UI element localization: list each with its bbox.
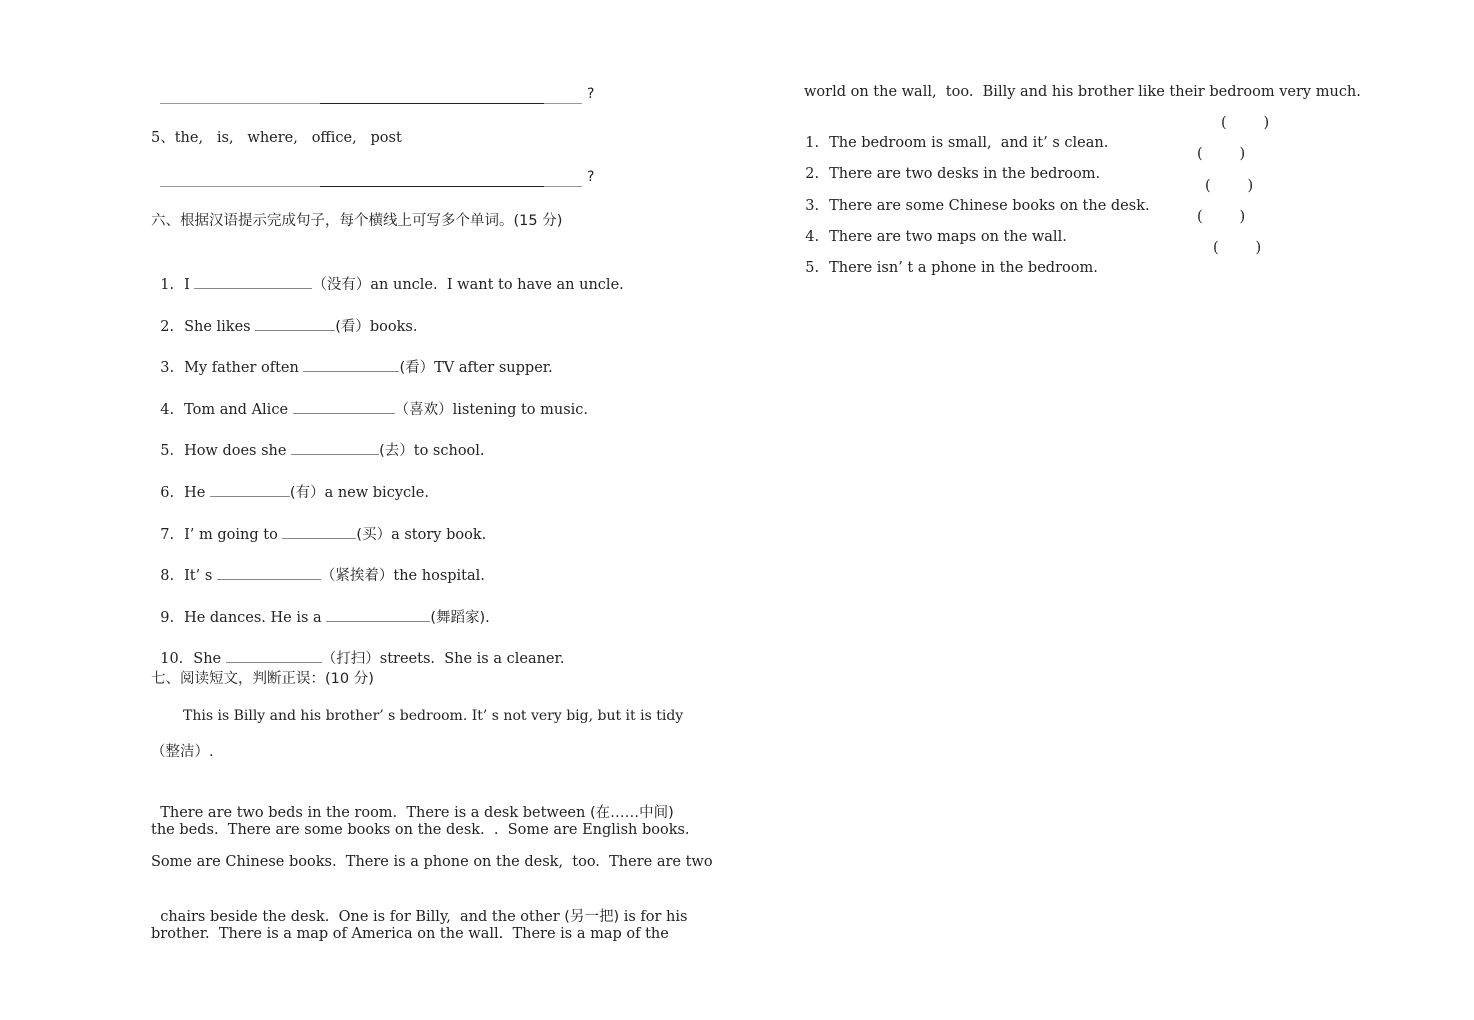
answer-blank[interactable]	[194, 273, 312, 289]
section-7-title: 七、阅读短文，判断正误：(10 分)	[151, 671, 374, 687]
passage-continuation: world on the wall, too. Billy and his brother like their bedroom very much.	[804, 84, 1361, 100]
statement-text: There are two desks in the bedroom.	[829, 166, 1101, 182]
item-before: My father often	[184, 360, 304, 376]
answer-line-q5-b	[320, 186, 544, 187]
answer-blank[interactable]	[210, 481, 290, 497]
item-after: to school.	[413, 443, 485, 459]
item-hint: （没有）	[312, 277, 371, 293]
item-hint: (有）	[289, 485, 325, 501]
s6-item-1	[151, 253, 624, 295]
answer-line-q4-a	[160, 103, 320, 104]
item-after: listening to music.	[452, 402, 589, 418]
statement-number: 2.	[805, 166, 820, 182]
passage-line-2: （整洁）.	[151, 744, 214, 760]
statement-number: 5.	[805, 260, 820, 276]
item-after: the hospital.	[393, 568, 485, 584]
s6-item-4	[151, 378, 588, 420]
item-number: 3.	[160, 360, 175, 376]
answer-line-q4-b	[320, 103, 544, 104]
passage-text: chairs beside the desk. One is for Billy, and the other	[160, 909, 565, 925]
answer-blank[interactable]	[303, 356, 399, 372]
statement-text: The bedroom is small, and it’ s clean.	[829, 135, 1109, 151]
passage-line-5: Some are Chinese books. There is a phone on the desk, too. There are two	[151, 854, 713, 870]
passage-hint: (另一把)	[564, 909, 620, 925]
item-before: She likes	[184, 319, 256, 335]
item-after: a new bicycle.	[324, 485, 429, 501]
s6-item-2	[151, 295, 417, 337]
item-number: 7.	[160, 527, 175, 543]
item-before: He	[184, 485, 210, 501]
item-after: an uncle. I want to have an uncle.	[370, 277, 624, 293]
statement-number: 1.	[805, 135, 820, 151]
passage-line-4: the beds. There are some books on the desk. . Some are English books.	[151, 822, 690, 838]
item-number: 1.	[160, 277, 175, 293]
item-before: She	[193, 651, 226, 667]
item-number: 8.	[160, 568, 175, 584]
answer-line-q4-c	[544, 103, 582, 104]
item-before: It’ s	[184, 568, 217, 584]
answer-blank[interactable]	[291, 439, 379, 455]
item-after: books.	[369, 319, 418, 335]
item-number: 5.	[160, 443, 175, 459]
answer-blank[interactable]	[293, 398, 395, 414]
item-number: 4.	[160, 402, 175, 418]
item-before: I	[184, 277, 195, 293]
answer-line-q5-c	[544, 186, 582, 187]
item-before: He dances. He is a	[184, 610, 327, 626]
answer-line-q5-a	[160, 186, 320, 187]
passage-line-3	[151, 783, 674, 823]
answer-blank[interactable]	[226, 647, 322, 663]
item-hint: (看）	[335, 319, 370, 335]
statement-text: There isn’ t a phone in the bedroom.	[829, 260, 1098, 276]
s6-item-6	[151, 461, 429, 503]
s6-item-5	[151, 419, 485, 461]
question-mark-q5: ?	[587, 169, 595, 185]
item-hint: (看）	[399, 360, 435, 376]
answer-paren-2[interactable]: ( )	[1197, 146, 1246, 162]
section-6-title: 六、根据汉语提示完成句子，每个横线上可写多个单词。(15 分)	[151, 213, 563, 229]
item-number: 10.	[160, 651, 184, 667]
item-hint: （打扫）	[321, 651, 380, 667]
s6-item-10	[151, 627, 564, 669]
answer-blank[interactable]	[282, 523, 356, 539]
passage-text: There are two beds in the room. There is a desk between	[160, 805, 590, 821]
reorder-question-5: 5、the, is, where, office, post	[151, 130, 402, 146]
passage-line-1: This is Billy and his brother’ s bedroom. It’ s not very big, but it is tidy	[183, 708, 684, 724]
item-after: TV after supper.	[434, 360, 553, 376]
item-number: 9.	[160, 610, 175, 626]
answer-blank[interactable]	[326, 606, 430, 622]
s6-item-8	[151, 544, 485, 586]
item-hint: (去）	[379, 443, 414, 459]
s6-item-9	[151, 586, 490, 628]
passage-line-6	[151, 887, 687, 927]
item-hint: (舞蹈家)	[430, 610, 486, 626]
item-number: 2.	[160, 319, 175, 335]
item-before: Tom and Alice	[184, 402, 293, 418]
s6-item-7	[151, 503, 486, 545]
item-after: a story book.	[391, 527, 487, 543]
statement-number: 3.	[805, 198, 820, 214]
answer-paren-1[interactable]: ( )	[1221, 115, 1270, 131]
question-mark-q4: ?	[587, 86, 595, 102]
s6-item-3	[151, 336, 553, 378]
statement-text: There are two maps on the wall.	[829, 229, 1067, 245]
answer-paren-5[interactable]: ( )	[1213, 240, 1262, 256]
tf-statement-5	[796, 238, 1098, 278]
item-after: .	[485, 610, 490, 626]
item-before: How does she	[184, 443, 292, 459]
answer-paren-3[interactable]: ( )	[1205, 178, 1254, 194]
statement-text: There are some Chinese books on the desk.	[829, 198, 1150, 214]
passage-line-7: brother. There is a map of America on the wall. There is a map of the	[151, 926, 669, 942]
item-hint: (买）	[356, 527, 392, 543]
item-hint: （紧挨着）	[320, 568, 394, 584]
passage-hint: (在……中间)	[589, 805, 674, 821]
statement-number: 4.	[805, 229, 820, 245]
answer-blank[interactable]	[255, 315, 335, 331]
answer-paren-4[interactable]: ( )	[1197, 209, 1246, 225]
answer-blank[interactable]	[217, 564, 321, 580]
item-before: I’ m going to	[184, 527, 283, 543]
item-after: streets. She is a cleaner.	[379, 651, 565, 667]
passage-text: is for his	[619, 909, 688, 925]
item-number: 6.	[160, 485, 175, 501]
item-hint: （喜欢）	[394, 402, 453, 418]
